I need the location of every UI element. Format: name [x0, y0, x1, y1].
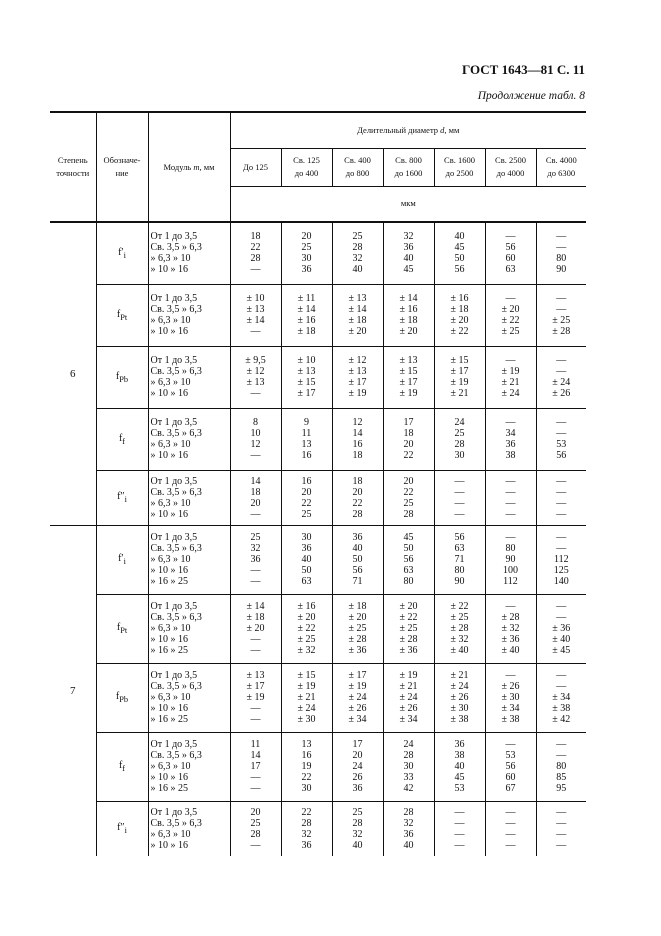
value-cell: 36 38 40 45 53: [434, 732, 485, 801]
value-cell: 13 16 19 22 30: [281, 732, 332, 801]
value-cell: ± 20 ± 22 ± 25 ± 28 ± 36: [383, 594, 434, 663]
value-cell: 20 25 28 —: [230, 801, 281, 856]
value-cell: 24 28 30 33 42: [383, 732, 434, 801]
value-cell: ± 16 ± 20 ± 22 ± 25 ± 32: [281, 594, 332, 663]
designation-cell: $f'_i$: [96, 525, 148, 594]
value-cell: 32 36 40 45: [383, 222, 434, 284]
value-cell: 12 14 16 18: [332, 408, 383, 470]
value-cell: 25 32 36 — —: [230, 525, 281, 594]
value-cell: — — — —: [485, 470, 536, 525]
table-row: [50, 525, 586, 594]
value-cell: 25 28 32 40: [332, 801, 383, 856]
page-header: ГОСТ 1643—81 С. 11: [462, 62, 585, 77]
table-row: [50, 470, 586, 525]
value-cell: ± 11 ± 14 ± 16 ± 18: [281, 284, 332, 346]
degree-cell: 6: [50, 222, 96, 525]
value-cell: — — ± 36 ± 40 ± 45: [536, 594, 586, 663]
value-cell: ± 13 ± 17 ± 19 — —: [230, 663, 281, 732]
value-cell: — 53 56 60 67: [485, 732, 536, 801]
value-cell: — — — —: [485, 801, 536, 856]
designation-cell: $f''_i$: [96, 801, 148, 856]
value-cell: — — — —: [434, 801, 485, 856]
designation-cell: $f_{Pb}$: [96, 346, 148, 408]
value-cell: 22 28 32 36: [281, 801, 332, 856]
table-row: [50, 594, 586, 663]
value-cell: ± 19 ± 21 ± 24 ± 26 ± 34: [383, 663, 434, 732]
module-cell: От 1 до 3,5 Св. 3,5 » 6,3 » 6,3 » 10 » 10 » 16: [148, 408, 230, 470]
value-cell: 56 63 71 80 90: [434, 525, 485, 594]
value-cell: 36 40 50 56 71: [332, 525, 383, 594]
header-diameter-6: Св. 4000 до 6300: [536, 148, 586, 186]
header-designation: Обозначе- ние: [96, 112, 148, 222]
table-row: [50, 801, 586, 856]
value-cell: — — ± 24 ± 26: [536, 346, 586, 408]
module-cell: От 1 до 3,5 Св. 3,5 » 6,3 » 6,3 » 10 » 10 » 16: [148, 470, 230, 525]
value-cell: ± 9,5 ± 12 ± 13 —: [230, 346, 281, 408]
value-cell: 11 14 17 — —: [230, 732, 281, 801]
value-cell: 40 45 50 56: [434, 222, 485, 284]
value-cell: — — — —: [434, 470, 485, 525]
value-cell: — — — —: [536, 801, 586, 856]
header-diameter-2: Св. 400 до 800: [332, 148, 383, 186]
value-cell: ± 18 ± 20 ± 25 ± 28 ± 36: [332, 594, 383, 663]
value-cell: ± 17 ± 19 ± 24 ± 26 ± 34: [332, 663, 383, 732]
value-cell: 8 10 12 —: [230, 408, 281, 470]
designation-cell: $f''_i$: [96, 470, 148, 525]
value-cell: ± 15 ± 19 ± 21 ± 24 ± 30: [281, 663, 332, 732]
designation-cell: $f_{Pt}$: [96, 594, 148, 663]
value-cell: 9 11 13 16: [281, 408, 332, 470]
designation-cell: $f_{Pt}$: [96, 284, 148, 346]
value-cell: ± 12 ± 13 ± 17 ± 19: [332, 346, 383, 408]
value-cell: ± 14 ± 16 ± 18 ± 20: [383, 284, 434, 346]
header-diameter-3: Св. 800 до 1600: [383, 148, 434, 186]
header-diameter-5: Св. 2500 до 4000: [485, 148, 536, 186]
value-cell: 18 20 22 28: [332, 470, 383, 525]
module-cell: От 1 до 3,5 Св. 3,5 » 6,3 » 6,3 » 10 » 10 » 16: [148, 801, 230, 856]
designation-cell: $f_f$: [96, 408, 148, 470]
value-cell: — — 80 85 95: [536, 732, 586, 801]
value-cell: 16 20 22 25: [281, 470, 332, 525]
value-cell: 25 28 32 40: [332, 222, 383, 284]
value-cell: — — ± 34 ± 38 ± 42: [536, 663, 586, 732]
table-row: [50, 284, 586, 346]
module-cell: От 1 до 3,5 Св. 3,5 » 6,3 » 6,3 » 10 » 10 » 16: [148, 222, 230, 284]
module-cell: От 1 до 3,5 Св. 3,5 » 6,3 » 6,3 » 10 » 10 » 16 » 16 » 25: [148, 594, 230, 663]
value-cell: — 80 90 100 112: [485, 525, 536, 594]
value-cell: ± 16 ± 18 ± 20 ± 22: [434, 284, 485, 346]
value-cell: ± 14 ± 18 ± 20 — —: [230, 594, 281, 663]
value-cell: — — 80 90: [536, 222, 586, 284]
degree-cell: 7: [50, 525, 96, 856]
header-unit: мкм: [230, 186, 586, 222]
value-cell: 45 50 56 63 80: [383, 525, 434, 594]
table-row: [50, 346, 586, 408]
table-continuation-caption: Продолжение табл. 8: [477, 90, 585, 102]
value-cell: 20 22 25 28: [383, 470, 434, 525]
header-diameter-group: Делительный диаметр d, мм: [230, 112, 586, 148]
tolerance-table: [50, 111, 586, 856]
value-cell: 18 22 28 —: [230, 222, 281, 284]
value-cell: ± 10 ± 13 ± 14 —: [230, 284, 281, 346]
designation-cell: $f_f$: [96, 732, 148, 801]
value-cell: ± 15 ± 17 ± 19 ± 21: [434, 346, 485, 408]
designation-cell: $f'_i$: [96, 222, 148, 284]
value-cell: — 56 60 63: [485, 222, 536, 284]
value-cell: 28 32 36 40: [383, 801, 434, 856]
table-row: [50, 222, 586, 284]
module-cell: От 1 до 3,5 Св. 3,5 » 6,3 » 6,3 » 10 » 10 » 16: [148, 346, 230, 408]
value-cell: — ± 28 ± 32 ± 36 ± 40: [485, 594, 536, 663]
header-degree: Степень точности: [50, 112, 96, 222]
designation-cell: $f_{Pb}$: [96, 663, 148, 732]
header-diameter-1: Св. 125 до 400: [281, 148, 332, 186]
value-cell: 24 25 28 30: [434, 408, 485, 470]
module-cell: От 1 до 3,5 Св. 3,5 » 6,3 » 6,3 » 10 » 10 » 16: [148, 284, 230, 346]
value-cell: — — 112 125 140: [536, 525, 586, 594]
value-cell: 17 18 20 22: [383, 408, 434, 470]
table-row: [50, 663, 586, 732]
value-cell: — — ± 25 ± 28: [536, 284, 586, 346]
module-cell: От 1 до 3,5 Св. 3,5 » 6,3 » 6,3 » 10 » 10 » 16 » 16 » 25: [148, 732, 230, 801]
value-cell: ± 13 ± 14 ± 18 ± 20: [332, 284, 383, 346]
value-cell: ± 10 ± 13 ± 15 ± 17: [281, 346, 332, 408]
table-row: [50, 732, 586, 801]
header-module: Модуль m, мм: [148, 112, 230, 222]
value-cell: — 34 36 38: [485, 408, 536, 470]
header-diameter-0: До 125: [230, 148, 281, 186]
value-cell: — — — —: [536, 470, 586, 525]
module-cell: От 1 до 3,5 Св. 3,5 » 6,3 » 6,3 » 10 » 10 » 16 » 16 » 25: [148, 525, 230, 594]
value-cell: 17 20 24 26 36: [332, 732, 383, 801]
value-cell: — ± 19 ± 21 ± 24: [485, 346, 536, 408]
value-cell: ± 22 ± 25 ± 28 ± 32 ± 40: [434, 594, 485, 663]
module-cell: От 1 до 3,5 Св. 3,5 » 6,3 » 6,3 » 10 » 10 » 16 » 16 » 25: [148, 663, 230, 732]
header-diameter-4: Св. 1600 до 2500: [434, 148, 485, 186]
value-cell: — — 53 56: [536, 408, 586, 470]
value-cell: 14 18 20 —: [230, 470, 281, 525]
value-cell: 30 36 40 50 63: [281, 525, 332, 594]
value-cell: ± 21 ± 24 ± 26 ± 30 ± 38: [434, 663, 485, 732]
value-cell: — ± 20 ± 22 ± 25: [485, 284, 536, 346]
value-cell: — ± 26 ± 30 ± 34 ± 38: [485, 663, 536, 732]
value-cell: 20 25 30 36: [281, 222, 332, 284]
value-cell: ± 13 ± 15 ± 17 ± 19: [383, 346, 434, 408]
table-row: [50, 408, 586, 470]
